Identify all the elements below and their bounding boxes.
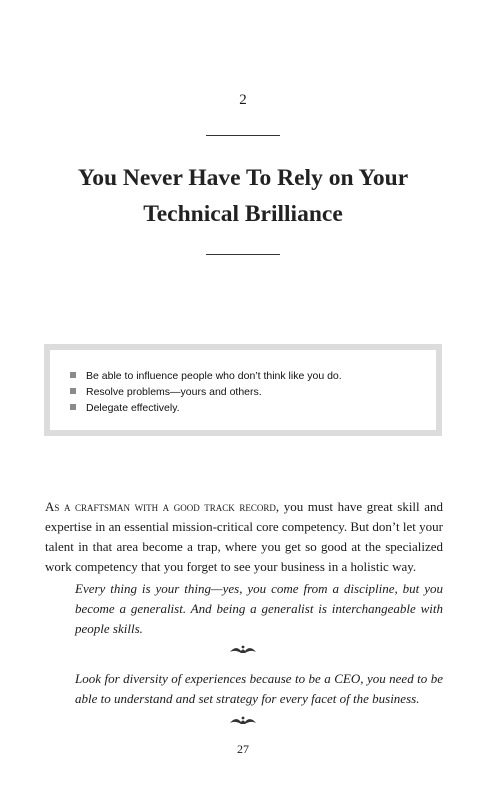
key-points-list (70, 368, 342, 416)
chapter-title-line-2: Technical Brilliance (143, 201, 343, 227)
key-point-text: Be able to influence people who don’t think like you do. (86, 370, 342, 382)
chapter-title (40, 160, 446, 232)
key-point-text: Resolve problems—yours and others. (86, 386, 262, 398)
square-bullet-icon (70, 388, 76, 394)
chapter-number: 2 (239, 92, 247, 108)
pull-quote-2: Look for diversity of experiences because to be a CEO, you need to be able to understand and set strategy for every facet of the business. (75, 671, 443, 706)
key-point-item (70, 368, 342, 384)
body-text: you must have great skill and expertise in an essential mission-critical core competency. But don’t let your talent in that area become a trap, where you get so good at the specialized work competency that you forget to see your business in a holistic way. (45, 499, 443, 574)
bottom-divider (206, 254, 280, 255)
fleuron-ornament-icon (228, 644, 258, 656)
key-point-item (70, 384, 342, 400)
top-divider (206, 135, 280, 136)
key-point-item (70, 400, 342, 416)
square-bullet-icon (70, 404, 76, 410)
body-lead-in: As a craftsman with a good track record, (45, 499, 280, 514)
page-number: 27 (237, 742, 249, 756)
square-bullet-icon (70, 372, 76, 378)
body-paragraph (45, 497, 443, 577)
key-points-box (44, 344, 442, 436)
key-point-text: Delegate effectively. (86, 402, 180, 414)
pull-quote-1: Every thing is your thing—yes, you come from a discipline, but you become a generalist. And being a generalist is interchangeable with people skills. (75, 581, 443, 636)
fleuron-ornament-icon (228, 715, 258, 727)
chapter-title-line-1: You Never Have To Rely on Your (77, 165, 409, 191)
